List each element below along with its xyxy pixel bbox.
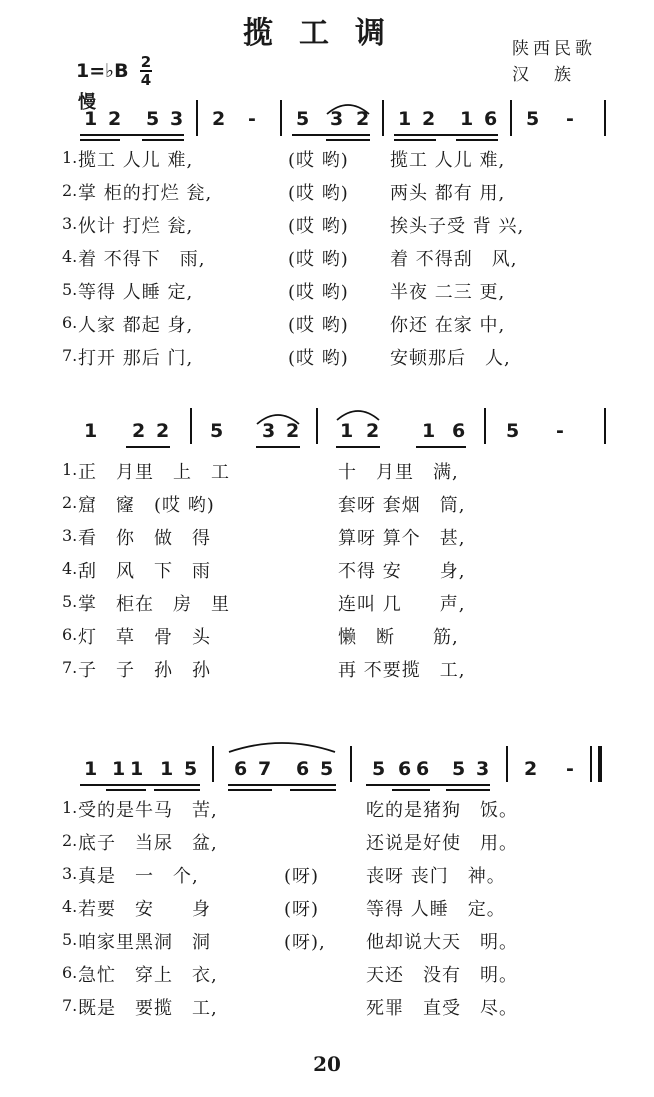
beam-line xyxy=(366,784,490,786)
lyric-segment: 吃的是猪狗 饭。 xyxy=(366,800,518,821)
time-signature-bottom: 4 xyxy=(140,71,152,89)
note-2-1: 1 xyxy=(84,420,98,442)
lyric-segment: 急忙 穿上 衣, xyxy=(78,965,218,986)
verse-number: 7. xyxy=(62,346,78,365)
note-2-2: 2 xyxy=(132,420,146,442)
time-signature-top: 2 xyxy=(140,53,152,71)
note-3-15: 2 xyxy=(524,758,538,780)
barline xyxy=(196,100,198,136)
beam-line xyxy=(256,446,300,448)
lyric-segment: 人家 都起 身, xyxy=(78,315,194,336)
lyric-segment: 正 月里 上 工 xyxy=(78,462,230,483)
beam-line xyxy=(80,784,200,786)
note-3-4: 1 xyxy=(160,758,174,780)
lyric-segment: (呀) xyxy=(284,866,320,887)
beam-line xyxy=(228,789,272,791)
lyric-segment: (哎 哟) xyxy=(288,150,349,171)
beam-line xyxy=(336,446,380,448)
barline xyxy=(382,100,384,136)
lyric-segment: 等得 人睡 定。 xyxy=(366,899,506,920)
note-1-4: 3 xyxy=(170,108,184,130)
note-2-7: 1 xyxy=(340,420,354,442)
verse-number: 1. xyxy=(62,460,78,479)
lyric-segment: 真是 一 个, xyxy=(78,866,199,887)
barline xyxy=(484,408,486,444)
note-2-12: - xyxy=(556,420,564,442)
note-3-16: - xyxy=(566,758,574,780)
beam-line xyxy=(326,139,370,141)
lyric-segment: 不得 安 身, xyxy=(338,561,466,582)
verse-number: 3. xyxy=(62,214,78,233)
lyric-segment: 灯 草 骨 头 xyxy=(78,627,211,648)
lyric-segment: 揽工 人儿 难, xyxy=(78,150,194,171)
lyric-segment: 套呀 套烟 筒, xyxy=(338,495,466,516)
lyric-segment: 天还 没有 明。 xyxy=(366,965,518,986)
verse-number: 5. xyxy=(62,280,78,299)
note-1-13: 6 xyxy=(484,108,498,130)
verse-number: 2. xyxy=(62,831,78,850)
note-1-7: 5 xyxy=(296,108,310,130)
lyric-segment: 丧呀 丧门 神。 xyxy=(366,866,506,887)
slur-mark xyxy=(336,406,380,422)
lyric-segment: 他却说大天 明。 xyxy=(366,932,518,953)
lyric-segment: 伙计 打烂 瓮, xyxy=(78,216,194,237)
note-2-3: 2 xyxy=(156,420,170,442)
beam-line xyxy=(126,446,170,448)
tempo-marking: 慢 xyxy=(78,92,96,113)
lyric-segment: 算呀 算个 甚, xyxy=(338,528,466,549)
note-1-9: 2 xyxy=(356,108,370,130)
beam-line xyxy=(80,139,120,141)
song-title: 揽工调 xyxy=(243,16,411,51)
lyric-segment: 咱家里黑洞 洞 xyxy=(78,932,211,953)
note-3-6: 6 xyxy=(234,758,248,780)
note-3-2: 1 xyxy=(112,758,126,780)
beam-line xyxy=(392,789,430,791)
lyric-segment: 窟 窿 (哎 哟) xyxy=(78,495,215,516)
slur-mark xyxy=(228,738,336,754)
lyric-segment: 还说是好使 用。 xyxy=(366,833,518,854)
verse-number: 2. xyxy=(62,493,78,512)
verse-number: 4. xyxy=(62,897,78,916)
slur-mark xyxy=(256,410,300,426)
lyric-segment: (哎 哟) xyxy=(288,282,349,303)
lyric-segment: 底子 当尿 盆, xyxy=(78,833,218,854)
note-2-11: 5 xyxy=(506,420,520,442)
note-3-5: 5 xyxy=(184,758,198,780)
note-2-6: 2 xyxy=(286,420,300,442)
lyric-segment: 子 子 孙 孙 xyxy=(78,660,211,681)
verse-number: 3. xyxy=(62,864,78,883)
beam-line xyxy=(394,134,498,136)
lyric-segment: 刮 风 下 雨 xyxy=(78,561,211,582)
lyric-segment: 看 你 做 得 xyxy=(78,528,211,549)
song-origin: 陕西民歌 xyxy=(512,39,596,59)
lyric-segment: (哎 哟) xyxy=(288,348,349,369)
note-3-7: 7 xyxy=(258,758,272,780)
verse-number: 4. xyxy=(62,247,78,266)
verse-number: 4. xyxy=(62,559,78,578)
note-1-5: 2 xyxy=(212,108,226,130)
lyric-segment: 再 不要揽 工, xyxy=(338,660,466,681)
lyric-segment: 着 不得下 雨, xyxy=(78,249,206,270)
page-number: 20 xyxy=(313,1052,341,1076)
beam-line xyxy=(290,789,336,791)
verse-number: 1. xyxy=(62,798,78,817)
lyric-segment: (哎 哟) xyxy=(288,249,349,270)
lyric-segment: 半夜 二三 更, xyxy=(390,282,506,303)
lyric-segment: (呀), xyxy=(284,932,326,953)
note-1-3: 5 xyxy=(146,108,160,130)
note-1-14: 5 xyxy=(526,108,540,130)
verse-number: 3. xyxy=(62,526,78,545)
barline xyxy=(280,100,282,136)
note-3-12: 6 xyxy=(416,758,430,780)
verse-number: 2. xyxy=(62,181,78,200)
verse-number: 5. xyxy=(62,592,78,611)
lyric-segment: 连叫 几 声, xyxy=(338,594,466,615)
lyric-segment: 掌 柜的打烂 瓮, xyxy=(78,183,213,204)
lyric-segment: 掌 柜在 房 里 xyxy=(78,594,230,615)
barline xyxy=(190,408,192,444)
slur-mark xyxy=(326,100,370,116)
beam-line xyxy=(154,789,200,791)
lyric-segment: 两头 都有 用, xyxy=(390,183,506,204)
song-ethnicity: 汉 族 xyxy=(512,65,575,85)
verse-number: 7. xyxy=(62,658,78,677)
note-2-10: 6 xyxy=(452,420,466,442)
beam-line xyxy=(106,789,146,791)
note-2-4: 5 xyxy=(210,420,224,442)
verse-number: 5. xyxy=(62,930,78,949)
note-2-5: 3 xyxy=(262,420,276,442)
note-3-13: 5 xyxy=(452,758,466,780)
barline xyxy=(212,746,214,782)
lyric-segment: (哎 哟) xyxy=(288,216,349,237)
final-barline xyxy=(590,746,592,782)
lyric-segment: 等得 人睡 定, xyxy=(78,282,194,303)
note-1-12: 1 xyxy=(460,108,474,130)
lyric-segment: 打开 那后 门, xyxy=(78,348,194,369)
note-3-1: 1 xyxy=(84,758,98,780)
note-3-3: 1 xyxy=(130,758,144,780)
barline xyxy=(604,408,606,444)
lyric-segment: 若要 安 身 xyxy=(78,899,211,920)
lyric-segment: 安顿那后 人, xyxy=(390,348,511,369)
verse-number: 6. xyxy=(62,313,78,332)
beam-line xyxy=(456,139,498,141)
lyric-segment: 受的是牛马 苦, xyxy=(78,800,218,821)
note-3-14: 3 xyxy=(476,758,490,780)
note-1-15: - xyxy=(566,108,574,130)
lyric-segment: 既是 要揽 工, xyxy=(78,998,218,1019)
beam-line xyxy=(394,139,436,141)
lyric-segment: (呀) xyxy=(284,899,320,920)
beam-line xyxy=(228,784,336,786)
lyric-segment: 死罪 直受 尽。 xyxy=(366,998,518,1019)
barline xyxy=(316,408,318,444)
note-2-8: 2 xyxy=(366,420,380,442)
note-1-11: 2 xyxy=(422,108,436,130)
note-1-2: 2 xyxy=(108,108,122,130)
note-1-1: 1 xyxy=(84,108,98,130)
barline xyxy=(604,100,606,136)
verse-number: 6. xyxy=(62,963,78,982)
lyric-segment: 十 月里 满, xyxy=(338,462,459,483)
lyric-segment: 挨头子受 背 兴, xyxy=(390,216,525,237)
verse-number: 7. xyxy=(62,996,78,1015)
note-1-8: 3 xyxy=(330,108,344,130)
beam-line xyxy=(142,139,184,141)
barline xyxy=(350,746,352,782)
verse-number: 1. xyxy=(62,148,78,167)
lyric-segment: (哎 哟) xyxy=(288,183,349,204)
time-signature xyxy=(140,54,152,88)
lyric-segment: 着 不得刮 风, xyxy=(390,249,518,270)
note-3-9: 5 xyxy=(320,758,334,780)
beam-line xyxy=(292,134,370,136)
note-3-8: 6 xyxy=(296,758,310,780)
lyric-segment: 你还 在家 中, xyxy=(390,315,506,336)
key-signature: 1=♭B xyxy=(76,60,129,82)
beam-line xyxy=(416,446,466,448)
note-1-6: - xyxy=(248,108,256,130)
lyric-segment: (哎 哟) xyxy=(288,315,349,336)
barline xyxy=(506,746,508,782)
note-2-9: 1 xyxy=(422,420,436,442)
final-barline xyxy=(598,746,602,782)
verse-number: 6. xyxy=(62,625,78,644)
beam-line xyxy=(80,134,184,136)
lyric-segment: 懒 断 筋, xyxy=(338,627,459,648)
note-3-11: 6 xyxy=(398,758,412,780)
barline xyxy=(510,100,512,136)
lyric-segment: 揽工 人儿 难, xyxy=(390,150,506,171)
note-1-10: 1 xyxy=(398,108,412,130)
beam-line xyxy=(446,789,490,791)
note-3-10: 5 xyxy=(372,758,386,780)
